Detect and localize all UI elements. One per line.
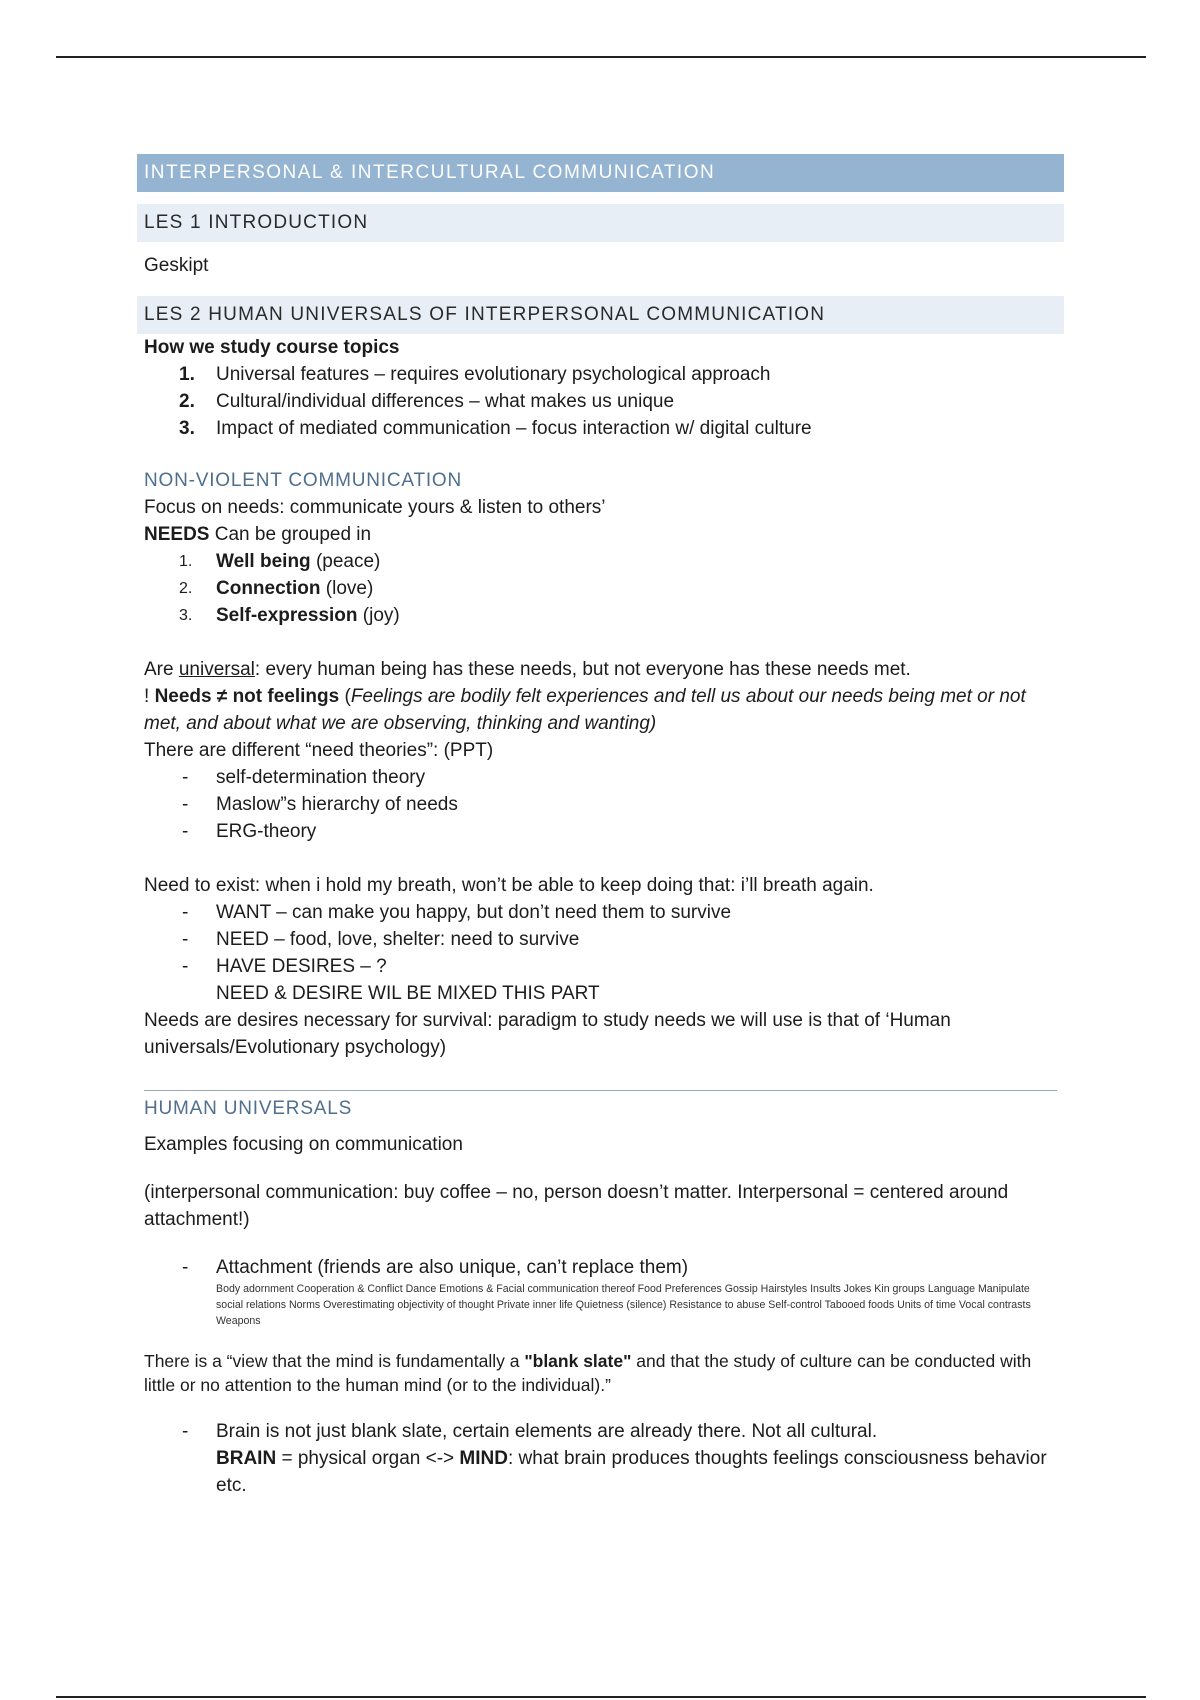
study-list (137, 361, 1064, 442)
dash-bullet: - (182, 956, 189, 977)
brain-bold: BRAIN (216, 1448, 277, 1469)
page-top-rule (56, 56, 1146, 58)
blank-post: and that the study of culture can be conducted with little or no attention to the human mind (or to the individual).” (144, 1351, 1032, 1395)
needs-label: NEEDS (144, 524, 210, 545)
needs-list (137, 548, 1064, 629)
mind-rest: : what brain produces thoughts feelings consciousness behavior etc. (216, 1448, 1047, 1496)
feelings-paragraph (144, 683, 1064, 737)
list-number: 3. (179, 418, 195, 439)
needs-intro (144, 521, 1064, 548)
les2-heading: LES 2 HUMAN UNIVERSALS OF INTERPERSONAL COMMUNICATION (137, 296, 1064, 334)
need-name: Well being (216, 551, 311, 572)
list-item-text: Maslow”s hierarchy of needs (216, 794, 458, 815)
brain-mid: = physical organ <-> (276, 1448, 460, 1469)
list-item-text: WANT – can make you happy, but don’t need them to survive (216, 902, 732, 923)
attachment-text: Attachment (friends are also unique, can’t replace them) (216, 1257, 689, 1278)
list-item-text: ERG-theory (216, 821, 317, 842)
feelings-paren: ( (339, 686, 351, 707)
list-item (179, 575, 1064, 602)
list-item (182, 791, 1064, 818)
feelings-pre: ! (144, 686, 155, 707)
list-item-text: HAVE DESIRES – ? (216, 956, 387, 977)
list-item (182, 1418, 1064, 1445)
brain-mind-line (216, 1445, 1064, 1499)
nvc-focus: Focus on needs: communicate yours & listen to others’ (144, 497, 606, 518)
universal-pre: Are (144, 659, 179, 680)
nvc-heading: NON-VIOLENT COMMUNICATION (144, 470, 463, 491)
list-item-text: NEED – food, love, shelter: need to survive (216, 929, 580, 950)
list-item (179, 415, 1064, 442)
list-number: 1. (179, 364, 195, 385)
list-number: 3. (179, 607, 193, 624)
dash-bullet: - (182, 902, 189, 923)
les1-heading: LES 1 INTRODUCTION (137, 204, 1064, 242)
les1-body: Geskipt (144, 255, 209, 276)
list-number: 2. (179, 580, 193, 597)
dash-bullet: - (182, 767, 189, 788)
need-note: (peace) (310, 551, 381, 572)
feelings-bold: Needs ≠ not feelings (154, 686, 340, 707)
brain-line: Brain is not just blank slate, certain elements are already there. Not all cultural. (216, 1421, 878, 1442)
theories-intro: There are different “need theories”: (PPT) (144, 740, 494, 761)
mixed-note: NEED & DESIRE WIL BE MIXED THIS PART (216, 983, 600, 1004)
mind-bold: MIND (459, 1448, 508, 1469)
blank-pre: There is a “view that the mind is fundamentally a (144, 1351, 525, 1371)
dash-bullet: - (182, 1421, 189, 1442)
page-bottom-rule (56, 1696, 1146, 1698)
list-item (182, 764, 1064, 791)
dash-bullet: - (182, 794, 189, 815)
list-item (182, 926, 1064, 953)
document-body (137, 154, 1064, 1499)
blank-slate-paragraph (144, 1349, 1064, 1397)
universal-paragraph (144, 656, 1064, 683)
needs-rest: Can be grouped in (209, 524, 372, 545)
study-title: How we study course topics (144, 337, 400, 358)
list-item (179, 548, 1064, 575)
list-item-text: Universal features – requires evolutionary psychological approach (216, 364, 771, 385)
hu-interpersonal: (interpersonal communication: buy coffee – no, person doesn’t matter. Interpersonal = centered around attachment!) (144, 1182, 1009, 1230)
list-item-text: Cultural/individual differences – what makes us unique (216, 391, 675, 412)
dash-bullet: - (182, 1257, 189, 1278)
dash-bullet: - (182, 821, 189, 842)
need-name: Connection (216, 578, 321, 599)
list-item (179, 361, 1064, 388)
hu-heading: HUMAN UNIVERSALS (144, 1098, 353, 1119)
list-item-text: Impact of mediated communication – focus interaction w/ digital culture (216, 418, 812, 439)
list-item (182, 818, 1064, 845)
document-title: INTERPERSONAL & INTERCULTURAL COMMUNICATION (137, 154, 1064, 192)
want-list (137, 899, 1064, 1007)
universal-word: universal (178, 659, 255, 680)
need-note: (love) (320, 578, 374, 599)
list-number: 1. (179, 553, 193, 570)
dash-bullet: - (182, 929, 189, 950)
blank-slate-bold: "blank slate" (524, 1351, 632, 1371)
universal-post: : every human being has these needs, but not everyone has these needs met. (254, 659, 911, 680)
universals-list: Body adornment Cooperation & Conflict Dance Emotions & Facial communication thereof Food Preferences Gossip Hairstyles Insults Jokes Kin groups Language Manipulate social relations Norms Overestimating objectivity of thought Private inner life Quietness (silence) Resistance to abuse Self-control Tabooed foods Units of time Vocal contrasts Weapons (216, 1283, 1031, 1327)
list-number: 2. (179, 391, 195, 412)
desires-paragraph: Needs are desires necessary for survival: paradigm to study needs we will use is that of ‘Human universals/Evolutionary psychology) (144, 1010, 951, 1058)
list-item (182, 899, 1064, 926)
feelings-italic: Feelings are bodily felt experiences and tell us about our needs being met or not met, and about what we are observing, thinking and wanting) (144, 686, 1026, 734)
theories-list (137, 764, 1064, 845)
need-note: (joy) (357, 605, 400, 626)
list-item (182, 1254, 1064, 1281)
exist-paragraph: Need to exist: when i hold my breath, won’t be able to keep doing that: i’ll breath again. (144, 875, 874, 896)
list-item (179, 388, 1064, 415)
list-item-text: self-determination theory (216, 767, 426, 788)
list-item (179, 602, 1064, 629)
need-name: Self-expression (216, 605, 358, 626)
hu-examples: Examples focusing on communication (144, 1134, 463, 1155)
list-item (182, 953, 1064, 980)
